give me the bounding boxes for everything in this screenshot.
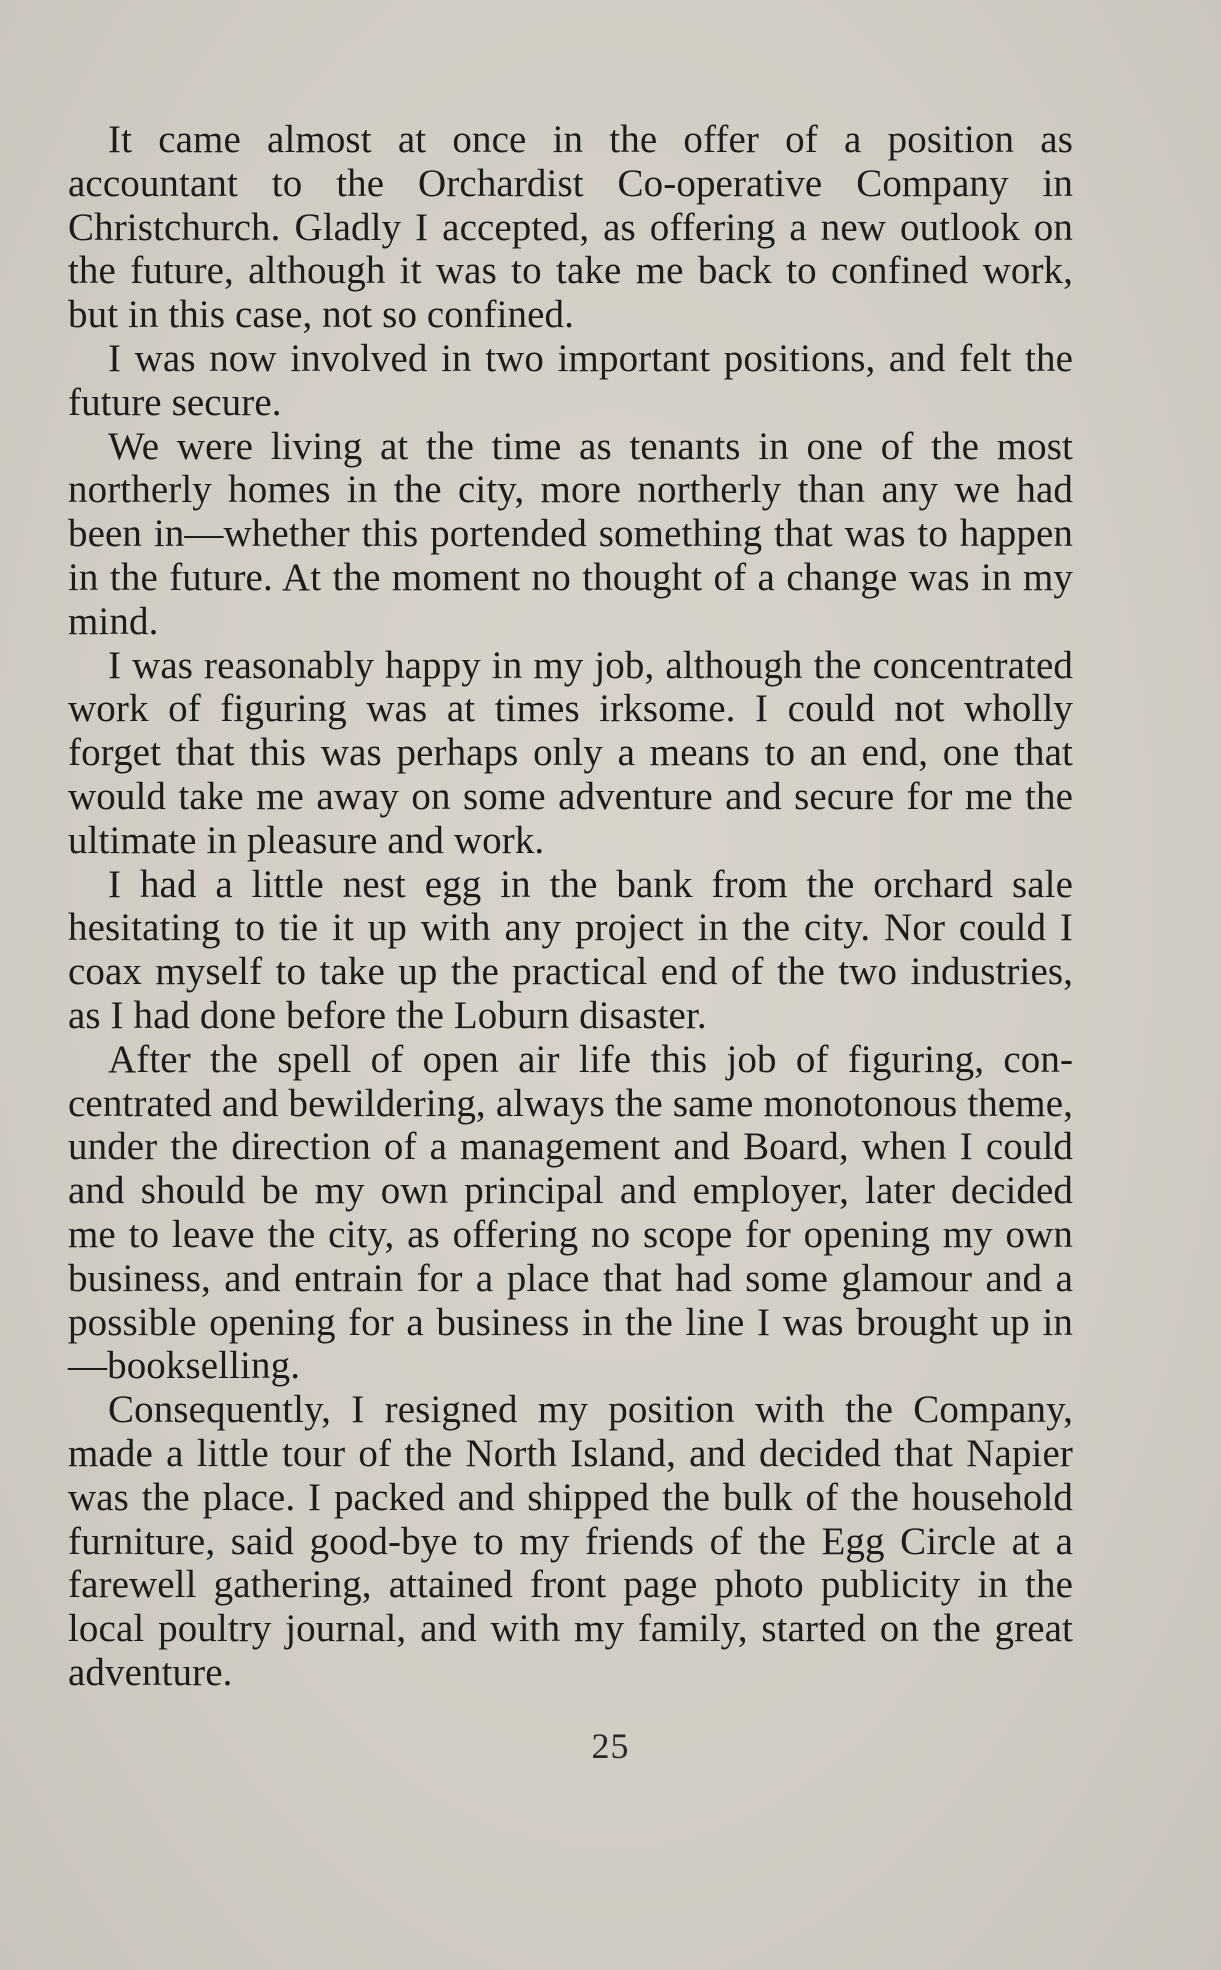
book-page-text [68,118,1073,1695]
paragraph-5: I had a little nest egg in the bank from the orchard sale hesitating to tie it up with any project in the city. Nor could I coax myself to take up the practical end of the two industries, as I had done before the Loburn disaster. [68,862,1073,1037]
paragraph-4: I was reasonably happy in my job, although the concentrated work of figuring was at times irksome. I could not wholly forget that this was perhaps only a means to an end, one that would take me away on some adventure and secure for me the ultimate in pleasure and work. [68,643,1073,862]
page-number: 25 [591,1726,630,1766]
paragraph-7: Consequently, I resigned my position with the Company, made a little tour of the North Island, and decided that Napier was the place. I packed and shipped the bulk of the household furniture, said good-bye to my friends of the Egg Circle at a farewell gathering, attained front page photo publicity in the local poultry journal, and with my family, started on the great adventure. [68,1388,1073,1694]
paragraph-6: After the spell of open air life this job of figuring, concentrated and bewildering, always the same monotonous theme, under the direction of a management and Board, when I could and should be my own principal and employer, later decided me to leave the city, as offering no scope for opening my own business, and entrain for a place that had some glamour and a possible opening for a business in the line I was brought up in—bookselling. [68,1037,1073,1388]
paragraph-2: I was now involved in two important positions, and felt the future secure. [68,336,1073,424]
paragraph-1: It came almost at once in the offer of a position as accountant to the Orchardist Co-operative Company in Christchurch. Gladly I accepted, as offering a new outlook on the future, although it was to take me back to confined work, but in this case, not so confined. [68,118,1073,337]
paragraph-3: We were living at the time as tenants in one of the most northerly homes in the city, more northerly than any we had been in—whether this portended something that was to happen in the future. At the moment no thought of a change was in my mind. [68,424,1073,643]
